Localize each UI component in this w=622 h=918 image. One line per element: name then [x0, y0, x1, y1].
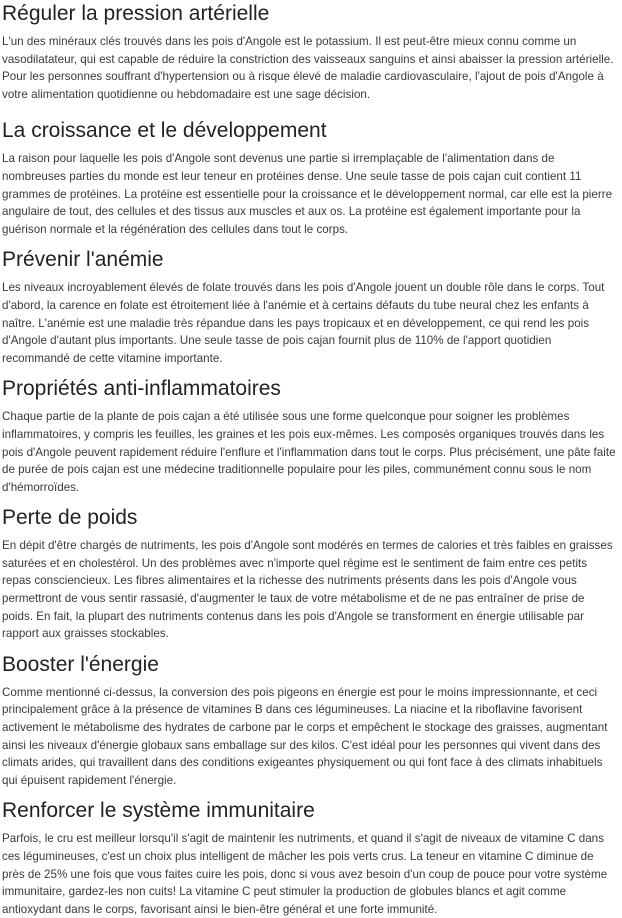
section-paragraph: Parfois, le cru est meilleur lorsqu'il s'agit de maintenir les nutriments, et quand il s'agit de niveaux de vitamine C dans ces légumineuses, c'est un choix plus intelligent de mâcher les pois verts crus. La teneur en vitamine C diminue de près de 25% une fois que vous faites cuire les pois, donc si vous avez besoin d'un coup de pouce pour votre système immunitaire, gardez-les non cuits! La vitamine C peut stimuler la production de globules blancs et agit comme antioxydant dans le corps, favorisant ainsi le bien-être général et une forte immunité. [2, 832, 608, 916]
section-heading: Réguler la pression artérielle [2, 2, 270, 25]
section-heading: Booster l'énergie [2, 652, 159, 676]
section-heading: Perte de poids [2, 506, 138, 530]
section-heading: Prévenir l'anémie [2, 248, 164, 272]
section-growth [2, 117, 616, 238]
section-paragraph: Chaque partie de la plante de pois cajan a été utilisée sous une forme quelconque pour soigner les problèmes inflammatoires, y compris les feuilles, les graines et les pois eux-mêmes. Les composés organiques trouvés dans les pois d'Angole peuvent rapidement réduire l'enflure et l'inflammation dans tout le corps. Plus précisément, une pâte faite de purée de pois cajan est une médecine traditionnelle populaire pour les piles, communément connu sous le nom d'hémorroïdes. [2, 410, 616, 494]
section-heading: La croissance et le développement [2, 119, 327, 143]
section-weight-loss [2, 504, 616, 643]
section-immune-system [2, 797, 616, 918]
section-anemia [2, 246, 616, 367]
section-paragraph: En dépit d'être chargés de nutriments, les pois d'Angole sont modérés en termes de calories et très faibles en graisses saturées et en cholestérol. Un des problèmes avec n'importe quel régime est le sentiment de faim entre ces petits repas consciencieux. Les fibres alimentaires et la richesse des nutriments présents dans les pois d'Angole vous permettront de vous sentir rassasié, d'augmenter le taux de votre métabolisme et de ne pas entraîner de prise de poids. En fait, la plupart des nutriments contenus dans les pois d'Angole se transforment en énergie utilisable par rapport aux graisses stockables. [2, 539, 613, 641]
section-paragraph: Les niveaux incroyablement élevés de folate trouvés dans les pois d'Angole jouent un double rôle dans le corps. Tout d'abord, la carence en folate est étroitement liée à l'anémie et à certains défauts du tube neural chez les enfants à naître. L'anémie est une maladie très répandue dans les pays tropicaux et en développement, ce qui rend les pois d'Angole d'autant plus importants. Une seule tasse de pois cajan fournit plus de 110% de l'apport quotidien recommandé de cette vitamine importante. [2, 281, 605, 365]
section-paragraph: La raison pour laquelle les pois d'Angole sont devenus une partie si irremplaçable de l'alimentation dans de nombreuses parties du monde est leur teneur en protéines dense. Une seule tasse de pois cajan cuit contient 11 grammes de protéines. La protéine est essentielle pour la croissance et le développement normal, car elle est la pierre angulaire de tout, des cellules et des tissus aux muscles et aux os. La protéine est également importante pour la guérison normale et la régénération des cellules dans tout le corps. [2, 152, 613, 236]
section-paragraph: Comme mentionné ci-dessus, la conversion des pois pigeons en énergie est pour le moins impressionnante, et ceci principalement grâce à la présence de vitamines B dans ces légumineuses. La niacine et la riboflavine favorisent activement le métabolisme des hydrates de carbone par le corps et empêchent le stockage des graisses, augmentant ainsi les niveaux d'énergie globaux sans emballage sur des kilos. C'est idéal pour les personnes qui vivent dans des climats arides, qui travaillent dans des conditions exigeantes physiquement ou qui font face à des climats inhabituels qui épuisent rapidement l'énergie. [2, 685, 608, 787]
section-heading: Renforcer le système immunitaire [2, 799, 315, 823]
section-energy [2, 651, 616, 790]
section-anti-inflammatory [2, 375, 616, 496]
section-blood-pressure [2, 0, 616, 103]
section-paragraph: L'un des minéraux clés trouvés dans les pois d'Angole est le potassium. Il est peut-être mieux connu comme un vasodilatateur, qui est capable de réduire la constriction des vaisseaux sanguins et ainsi abaisser la pression artérielle. Pour les personnes souffrant d'hypertension ou à risque élevé de maladie cardiovasculaire, l'ajout de pois d'Angole à votre alimentation quotidienne ou hebdomadaire est une sage décision. [2, 35, 614, 101]
section-heading: Propriétés anti-inflammatoires [2, 377, 281, 401]
